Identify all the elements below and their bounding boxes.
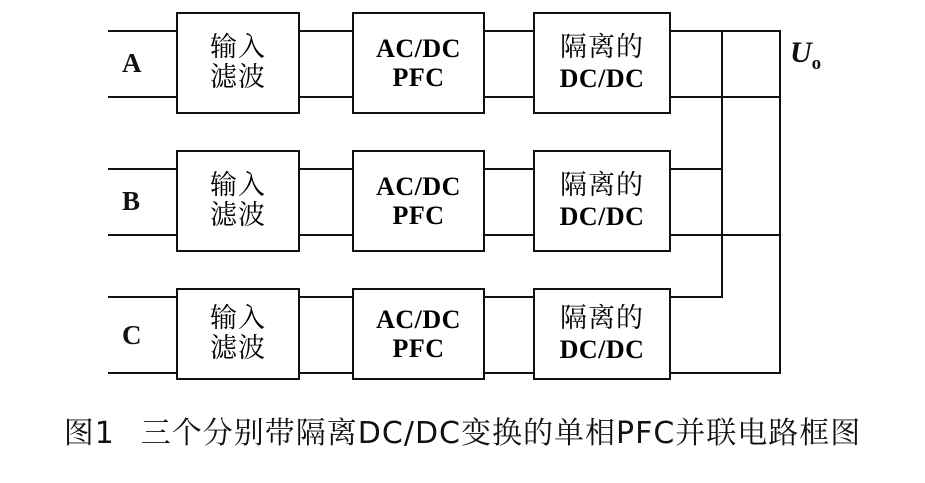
wire-c-filter-to-pfc-bottom bbox=[300, 372, 352, 374]
phase-label-a: A bbox=[122, 48, 142, 78]
wire-c-pfc-to-dcdc-top bbox=[485, 296, 533, 298]
phase-label-c: C bbox=[122, 320, 142, 350]
block-line-2: PFC bbox=[392, 334, 445, 363]
output-voltage-label bbox=[790, 36, 821, 75]
block-line-1: 隔离的 bbox=[560, 32, 644, 64]
block-isolated-dcdc-c bbox=[533, 288, 671, 380]
block-line-2: 滤波 bbox=[210, 200, 266, 231]
wire-a-pfc-to-dcdc-bottom bbox=[485, 96, 533, 98]
output-voltage-subscript: o bbox=[811, 53, 822, 74]
wire-b-pfc-to-dcdc-bottom bbox=[485, 234, 533, 236]
block-line-2: DC/DC bbox=[559, 63, 645, 93]
wire-c-input-top bbox=[108, 296, 176, 298]
block-acdc-pfc-a bbox=[352, 12, 485, 114]
figure-caption-text: 三个分别带隔离DC/DC变换的单相PFC并联电路框图 bbox=[140, 416, 862, 451]
block-line-2: DC/DC bbox=[559, 334, 645, 364]
wire-a-input-bottom bbox=[108, 96, 176, 98]
wire-c-filter-to-pfc-top bbox=[300, 296, 352, 298]
block-isolated-dcdc-a bbox=[533, 12, 671, 114]
block-line-2: DC/DC bbox=[559, 201, 645, 231]
output-bus-positive bbox=[721, 30, 723, 298]
wire-a-filter-to-pfc-top bbox=[300, 30, 352, 32]
wire-c-out-top bbox=[671, 296, 723, 298]
block-acdc-pfc-b bbox=[352, 150, 485, 252]
block-line-1: AC/DC bbox=[376, 171, 461, 201]
block-input-filter-a bbox=[176, 12, 300, 114]
block-line-1: AC/DC bbox=[376, 33, 461, 63]
wire-a-input-top bbox=[108, 30, 176, 32]
block-line-2: PFC bbox=[392, 63, 445, 92]
block-line-1: 隔离的 bbox=[560, 170, 644, 202]
wire-a-filter-to-pfc-bottom bbox=[300, 96, 352, 98]
phase-label-b: B bbox=[122, 186, 141, 216]
wire-a-out-bottom bbox=[671, 96, 781, 98]
block-line-1: 输入 bbox=[210, 169, 266, 201]
wire-c-input-bottom bbox=[108, 372, 176, 374]
wire-b-out-bottom bbox=[671, 234, 781, 236]
wire-a-out-top bbox=[671, 30, 723, 32]
wire-a-pfc-to-dcdc-top bbox=[485, 30, 533, 32]
figure-caption bbox=[0, 408, 925, 452]
block-line-2: 滤波 bbox=[210, 62, 266, 93]
wire-b-out-top bbox=[671, 168, 723, 170]
block-line-2: 滤波 bbox=[210, 333, 266, 364]
wire-c-pfc-to-dcdc-bottom bbox=[485, 372, 533, 374]
wire-b-input-bottom bbox=[108, 234, 176, 236]
block-line-1: 隔离的 bbox=[560, 303, 644, 335]
block-acdc-pfc-c bbox=[352, 288, 485, 380]
figure-number: 图1 bbox=[63, 416, 115, 451]
wire-c-out-bottom bbox=[671, 372, 781, 374]
wire-output-top bbox=[721, 30, 781, 32]
block-line-1: 输入 bbox=[210, 31, 266, 63]
block-line-1: 输入 bbox=[210, 302, 266, 334]
output-bus-negative bbox=[779, 30, 781, 374]
wire-b-filter-to-pfc-bottom bbox=[300, 234, 352, 236]
block-isolated-dcdc-b bbox=[533, 150, 671, 252]
output-voltage-symbol: U bbox=[790, 36, 812, 69]
block-line-2: PFC bbox=[392, 201, 445, 230]
block-input-filter-c bbox=[176, 288, 300, 380]
block-input-filter-b bbox=[176, 150, 300, 252]
wire-b-pfc-to-dcdc-top bbox=[485, 168, 533, 170]
block-line-1: AC/DC bbox=[376, 304, 461, 334]
wire-b-filter-to-pfc-top bbox=[300, 168, 352, 170]
wire-b-input-top bbox=[108, 168, 176, 170]
